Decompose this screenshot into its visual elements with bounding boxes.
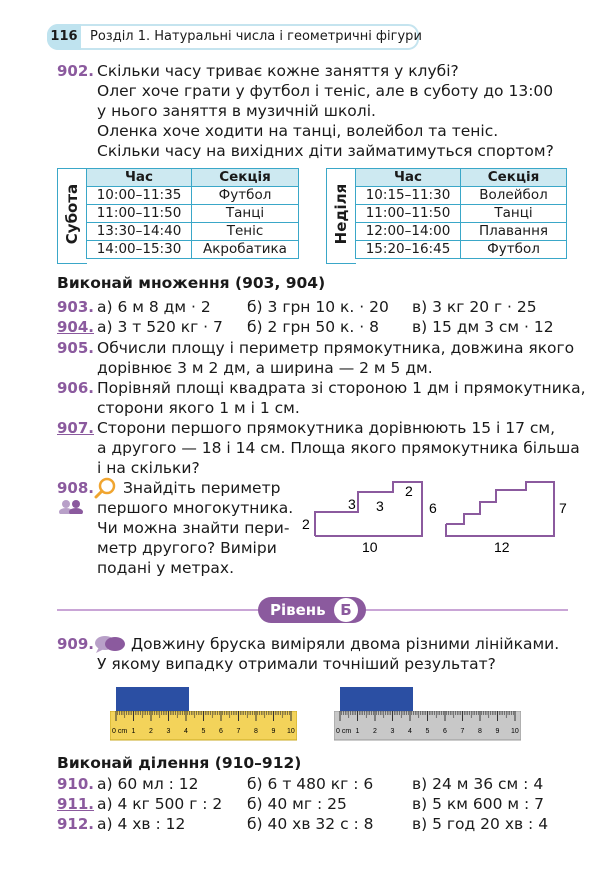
task-912-c: в) 5 год 20 хв : 4 (412, 815, 549, 833)
ruler-tick-label: 3 (390, 728, 395, 735)
table-row (356, 223, 567, 241)
task-number-909: 909. (57, 635, 95, 653)
task-909-line: Довжину бруска виміряли двома різними лінійками. (131, 635, 560, 653)
task-902-line: Скільки часу триває кожне заняття у клубі? (97, 62, 459, 80)
chapter-title: Розділ 1. Натуральні числа і геометричні фігури (90, 29, 422, 44)
task-907-line: а другого — 18 і 14 см. Площа якого прямокутника більша (97, 439, 580, 457)
fig1-label: 2 (302, 516, 310, 532)
speech-bubble-icon (94, 634, 126, 654)
ruler-unit-label: 0 cm (112, 728, 128, 735)
time-cell: 10:15–11:30 (356, 187, 461, 205)
task-910-c: в) 24 м 36 см : 4 (412, 775, 544, 793)
ruler-tick-label: 5 (425, 728, 430, 735)
time-header: Час (87, 169, 192, 187)
ruler-gray (334, 711, 521, 741)
task-910-a: а) 60 мл : 12 (97, 775, 199, 793)
saturday-schedule-table (86, 168, 299, 259)
task-number-905: 905. (57, 339, 95, 357)
fig1-label: 3 (348, 496, 356, 512)
section-cell: Футбол (461, 241, 567, 259)
section-cell: Плавання (461, 223, 567, 241)
task-number-907: 907. (57, 419, 95, 437)
task-903-b: б) 3 грн 10 к. · 20 (247, 298, 389, 316)
sunday-label: Неділя (332, 183, 350, 245)
section-cell: Теніс (192, 223, 299, 241)
task-908-line: першого многокутника. (97, 499, 294, 517)
section-cell: Волейбол (461, 187, 567, 205)
section-cell: Танці (461, 205, 567, 223)
ruler-tick-label: 6 (219, 728, 223, 735)
task-904-b: б) 2 грн 50 к. · 8 (247, 318, 379, 336)
section-header: Секція (192, 169, 299, 187)
task-number-906: 906. (57, 379, 95, 397)
table-row (87, 187, 299, 205)
section-cell: Танці (192, 205, 299, 223)
table-row (87, 241, 299, 259)
ruler-tick-label: 9 (495, 728, 500, 735)
ruler-tick-label: 9 (271, 728, 276, 735)
task-911-c: в) 5 км 600 м : 7 (412, 795, 545, 813)
task-912-a: а) 4 хв : 12 (97, 815, 186, 833)
fig2-label: 12 (494, 539, 510, 555)
fig2-label: 7 (559, 500, 567, 516)
task-number-903: 903. (57, 298, 95, 316)
task-903-a: а) 6 м 8 дм · 2 (97, 298, 211, 316)
section-cell: Футбол (192, 187, 299, 205)
ruler-tick-label: 7 (460, 728, 465, 735)
task-number-908: 908. (57, 479, 95, 497)
fig1-label: 2 (405, 483, 413, 499)
fig1-label: 3 (376, 498, 384, 514)
task-904-c: в) 15 дм 3 см · 12 (412, 318, 554, 336)
task-903-c: в) 3 кг 20 г · 25 (412, 298, 537, 316)
ruler-tick-label: 4 (184, 728, 188, 735)
level-label: Рівень (270, 601, 326, 619)
task-902-line: Олег хоче грати у футбол і теніс, але в суботу до 13:00 (97, 82, 554, 100)
ruler-tick-label: 1 (131, 728, 136, 735)
ruler-tick-label: 6 (443, 728, 447, 735)
saturday-label: Субота (63, 183, 81, 245)
time-cell: 12:00–14:00 (356, 223, 461, 241)
task-906-line: сторони якого 1 м і 1 см. (97, 399, 300, 417)
task-902-line: Оленка хоче ходити на танці, волейбол та теніс. (97, 122, 499, 140)
polygon-figure-2 (440, 476, 575, 558)
time-cell: 10:00–11:35 (87, 187, 192, 205)
time-cell: 14:00–15:30 (87, 241, 192, 259)
table-row (87, 205, 299, 223)
table-row (356, 205, 567, 223)
sunday-schedule-table (355, 168, 567, 259)
time-cell: 11:00–11:50 (356, 205, 461, 223)
task-904-a: а) 3 т 520 кг · 7 (97, 318, 223, 336)
task-909-line: У якому випадку отримали точніший результат? (97, 655, 496, 673)
task-910-b: б) 6 т 480 кг : 6 (247, 775, 374, 793)
ruler-tick-label: 8 (478, 728, 482, 735)
task-908-line: Знайдіть периметр (123, 479, 281, 497)
task-908-line: подані у метрах. (97, 559, 234, 577)
time-cell: 15:20–16:45 (356, 241, 461, 259)
page-number: 116 (47, 24, 81, 50)
ruler-tick-label: 4 (408, 728, 412, 735)
task-905-line: Обчисли площу і периметр прямокутника, довжина якого (97, 339, 575, 357)
time-cell: 13:30–14:40 (87, 223, 192, 241)
ruler-unit-label: 0 cm (336, 728, 352, 735)
ruler-tick-label: 3 (166, 728, 171, 735)
blue-bar-2 (340, 687, 413, 712)
ruler-tick-label: 7 (236, 728, 241, 735)
group-work-icon (57, 498, 87, 514)
task-number-910: 910. (57, 775, 95, 793)
time-header: Час (356, 169, 461, 187)
task-907-line: Сторони першого прямокутника дорівнюють 15 і 17 см, (97, 419, 556, 437)
task-911-a: а) 4 кг 500 г : 2 (97, 795, 223, 813)
task-number-912: 912. (57, 815, 95, 833)
section-header: Секція (461, 169, 567, 187)
ruler-tick-label: 8 (254, 728, 258, 735)
task-908-line: Чи можна знайти пери- (97, 519, 290, 537)
time-cell: 11:00–11:50 (87, 205, 192, 223)
task-905-line: дорівнює 3 м 2 дм, а ширина — 2 м 5 дм. (97, 359, 433, 377)
section-title-division: Виконай ділення (910–912) (57, 754, 302, 772)
fig1-label: 6 (429, 500, 437, 516)
section-title-multiplication: Виконай множення (903, 904) (57, 274, 326, 292)
task-906-line: Порівняй площі квадрата зі стороною 1 дм і прямокутника, (97, 379, 586, 397)
ruler-tick-label: 2 (149, 728, 153, 735)
task-902-line: Скільки часу на вихідних діти займатимуться спортом? (97, 142, 554, 160)
level-badge: Б (334, 598, 358, 622)
table-row (356, 187, 567, 205)
blue-bar-1 (116, 687, 189, 712)
task-902-line: у нього заняття в музичній школі. (97, 102, 376, 120)
ruler-tick-label: 1 (355, 728, 360, 735)
table-row (356, 241, 567, 259)
ruler-tick-label: 10 (287, 728, 295, 735)
task-911-b: б) 40 мг : 25 (247, 795, 347, 813)
fig1-label: 10 (362, 539, 378, 555)
ruler-yellow (110, 711, 297, 741)
task-number-902: 902. (57, 62, 95, 80)
polygon-figure-1 (298, 476, 448, 558)
task-908-line: метр другого? Виміри (97, 539, 277, 557)
task-907-line: і на скільки? (97, 459, 200, 477)
task-number-904: 904. (57, 318, 95, 336)
section-cell: Акробатика (192, 241, 299, 259)
ruler-tick-label: 2 (373, 728, 377, 735)
ruler-tick-label: 5 (201, 728, 206, 735)
task-912-b: б) 40 хв 32 с : 8 (247, 815, 374, 833)
table-row (87, 223, 299, 241)
magnifier-icon (94, 477, 118, 499)
ruler-tick-label: 10 (511, 728, 519, 735)
task-number-911: 911. (57, 795, 95, 813)
